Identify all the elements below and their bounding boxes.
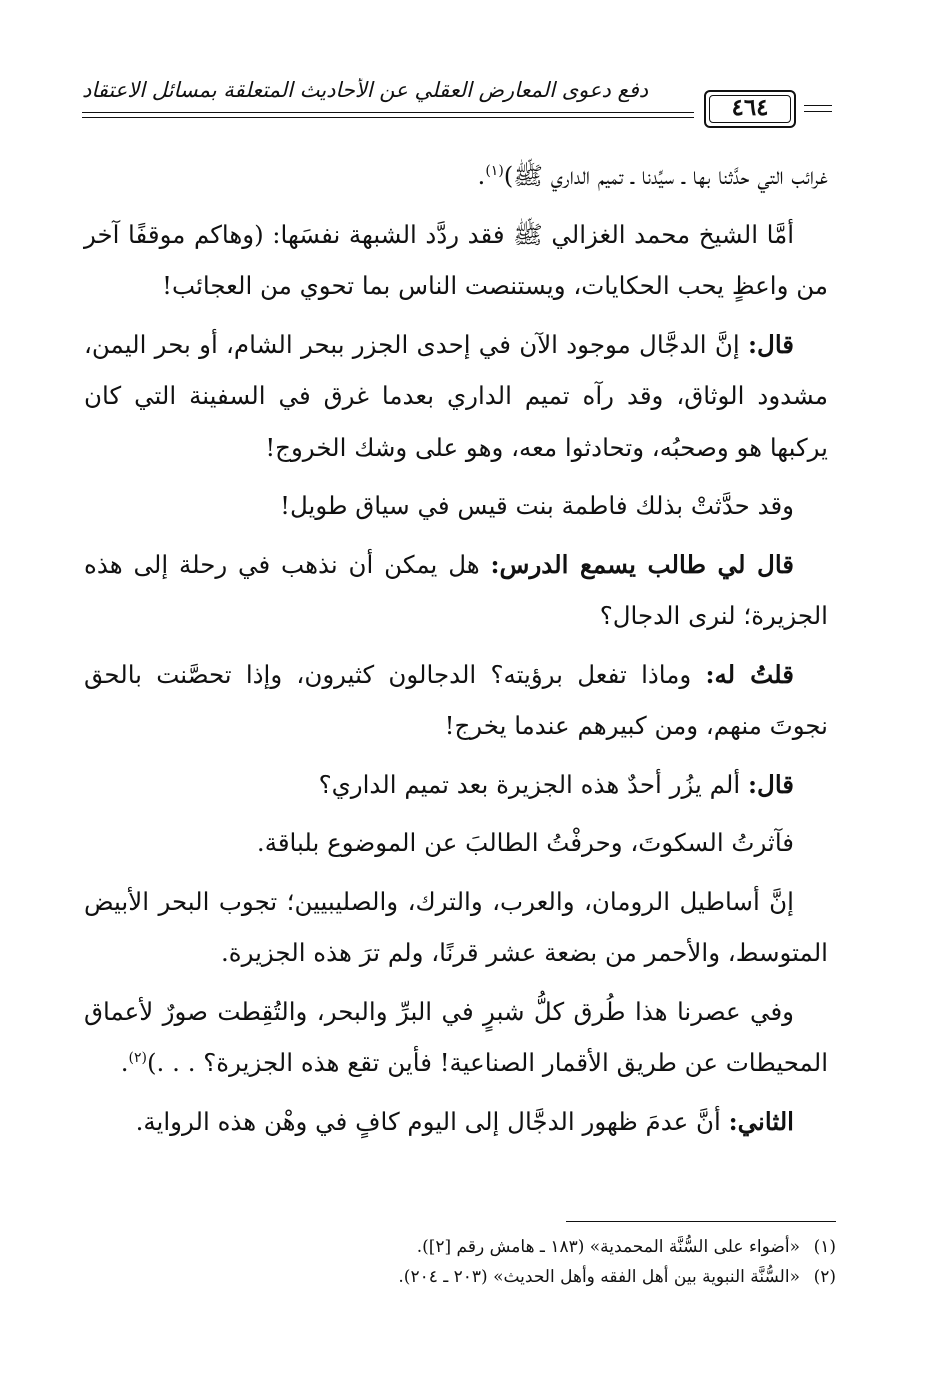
- footnote-ref: (٢): [128, 1049, 147, 1066]
- footnotes: [84, 1232, 836, 1292]
- paragraph: غرائب التي حدَّثنا بها ـ سيِّدنا ـ تميم الداري ﷺ)$^{(١)}$.: [477, 161, 828, 190]
- section-label: الثاني:: [728, 1106, 794, 1136]
- speaker-label: قلتُ له:: [705, 659, 794, 689]
- paragraph: إنَّ أساطيل الرومان، والعرب، والترك، والصليبيين؛ تجوب البحر الأبيض المتوسط، والأحمر من بضعة عشر قرنًا، ولم ترَ هذه الجزيرة.: [84, 886, 828, 967]
- header-rule: [82, 112, 694, 113]
- header-ornament-line: [804, 111, 832, 112]
- page-number-frame: [704, 90, 796, 128]
- paragraph: وقد حدَّثتْ بذلك فاطمة بنت قيس في سياق طويل!: [280, 491, 794, 520]
- speaker-label: قال:: [747, 329, 794, 359]
- speaker-label: قال لي طالب يسمع الدرس:: [490, 549, 795, 579]
- header-rule: [82, 117, 694, 118]
- paragraph: الثاني: أنَّ عدمَ ظهور الدجَّال إلى اليوم كافٍ في وهْن هذه الرواية.: [135, 1106, 794, 1136]
- footnote: [84, 1262, 836, 1292]
- paragraph: وفي عصرنا هذا طُرق كلُّ شبرٍ في البرِّ والبحر، والتُقِطت صورٌ لأعماق المحيطات عن طريق الأقمار الصناعية! فأين تقع هذه الجزيرة؟ . . .)$^{(٢)}$.: [84, 996, 828, 1077]
- page-number: ٤٦٤: [731, 94, 769, 121]
- paragraph: فآثرتُ السكوتَ، وحرفْتُ الطالبَ عن الموضوع بلباقة.: [256, 828, 794, 857]
- footnote-number: (٢): [813, 1267, 836, 1287]
- footnote-separator: [566, 1221, 836, 1222]
- paragraph: قال لي طالب يسمع الدرس: هل يمكن أن نذهب في رحلة إلى هذه الجزيرة؛ لنرى الدجال؟: [84, 549, 828, 630]
- running-title: دفع دعوى المعارض العقلي عن الأحاديث المتعلقة بمسائل الاعتقاد: [82, 78, 649, 102]
- footnote: [84, 1232, 836, 1262]
- footnote-number: (١): [813, 1237, 836, 1257]
- paragraph: قلتُ له: وماذا تفعل برؤيته؟ الدجالون كثيرون، وإذا تحصَّنت بالحق نجوتَ منهم، ومن كبيرهم عندما يخرج!: [84, 659, 828, 740]
- header-ornament-line: [804, 105, 832, 106]
- speaker-label: قال:: [747, 769, 794, 799]
- footnote-ref: (١): [485, 162, 504, 179]
- body-text: [84, 150, 828, 1154]
- paragraph: قال: ألم يزُر أحدٌ هذه الجزيرة بعد تميم الداري؟: [318, 769, 794, 799]
- paragraph: قال: إنَّ الدجَّال موجود الآن في إحدى الجزر ببحر الشام، أو بحر اليمن، مشدود الوثاق، وقد رآه تميم الداري بعدما غرق في السفينة التي كان يركبها هو وصحبُه، وتحادثوا معه، وهو على وشك الخروج!: [84, 329, 828, 462]
- paragraph: أمَّا الشيخ محمد الغزالي ﷺ فقد ردَّد الشبهة نفسَها: (وهاكم موقفًا آخر من واعظٍ يحب الحكايات، ويستنصت الناس بما تحوي من العجائب!: [84, 219, 828, 300]
- page-header: [82, 72, 834, 128]
- footnote-text: «أضواء على السُّنَّة المحمدية» (١٨٣ ـ هامش رقم [٢]).: [416, 1237, 800, 1257]
- footnote-text: «السُّنَّة النبوية بين أهل الفقه وأهل الحديث» (٢٠٣ ـ ٢٠٤).: [398, 1267, 800, 1287]
